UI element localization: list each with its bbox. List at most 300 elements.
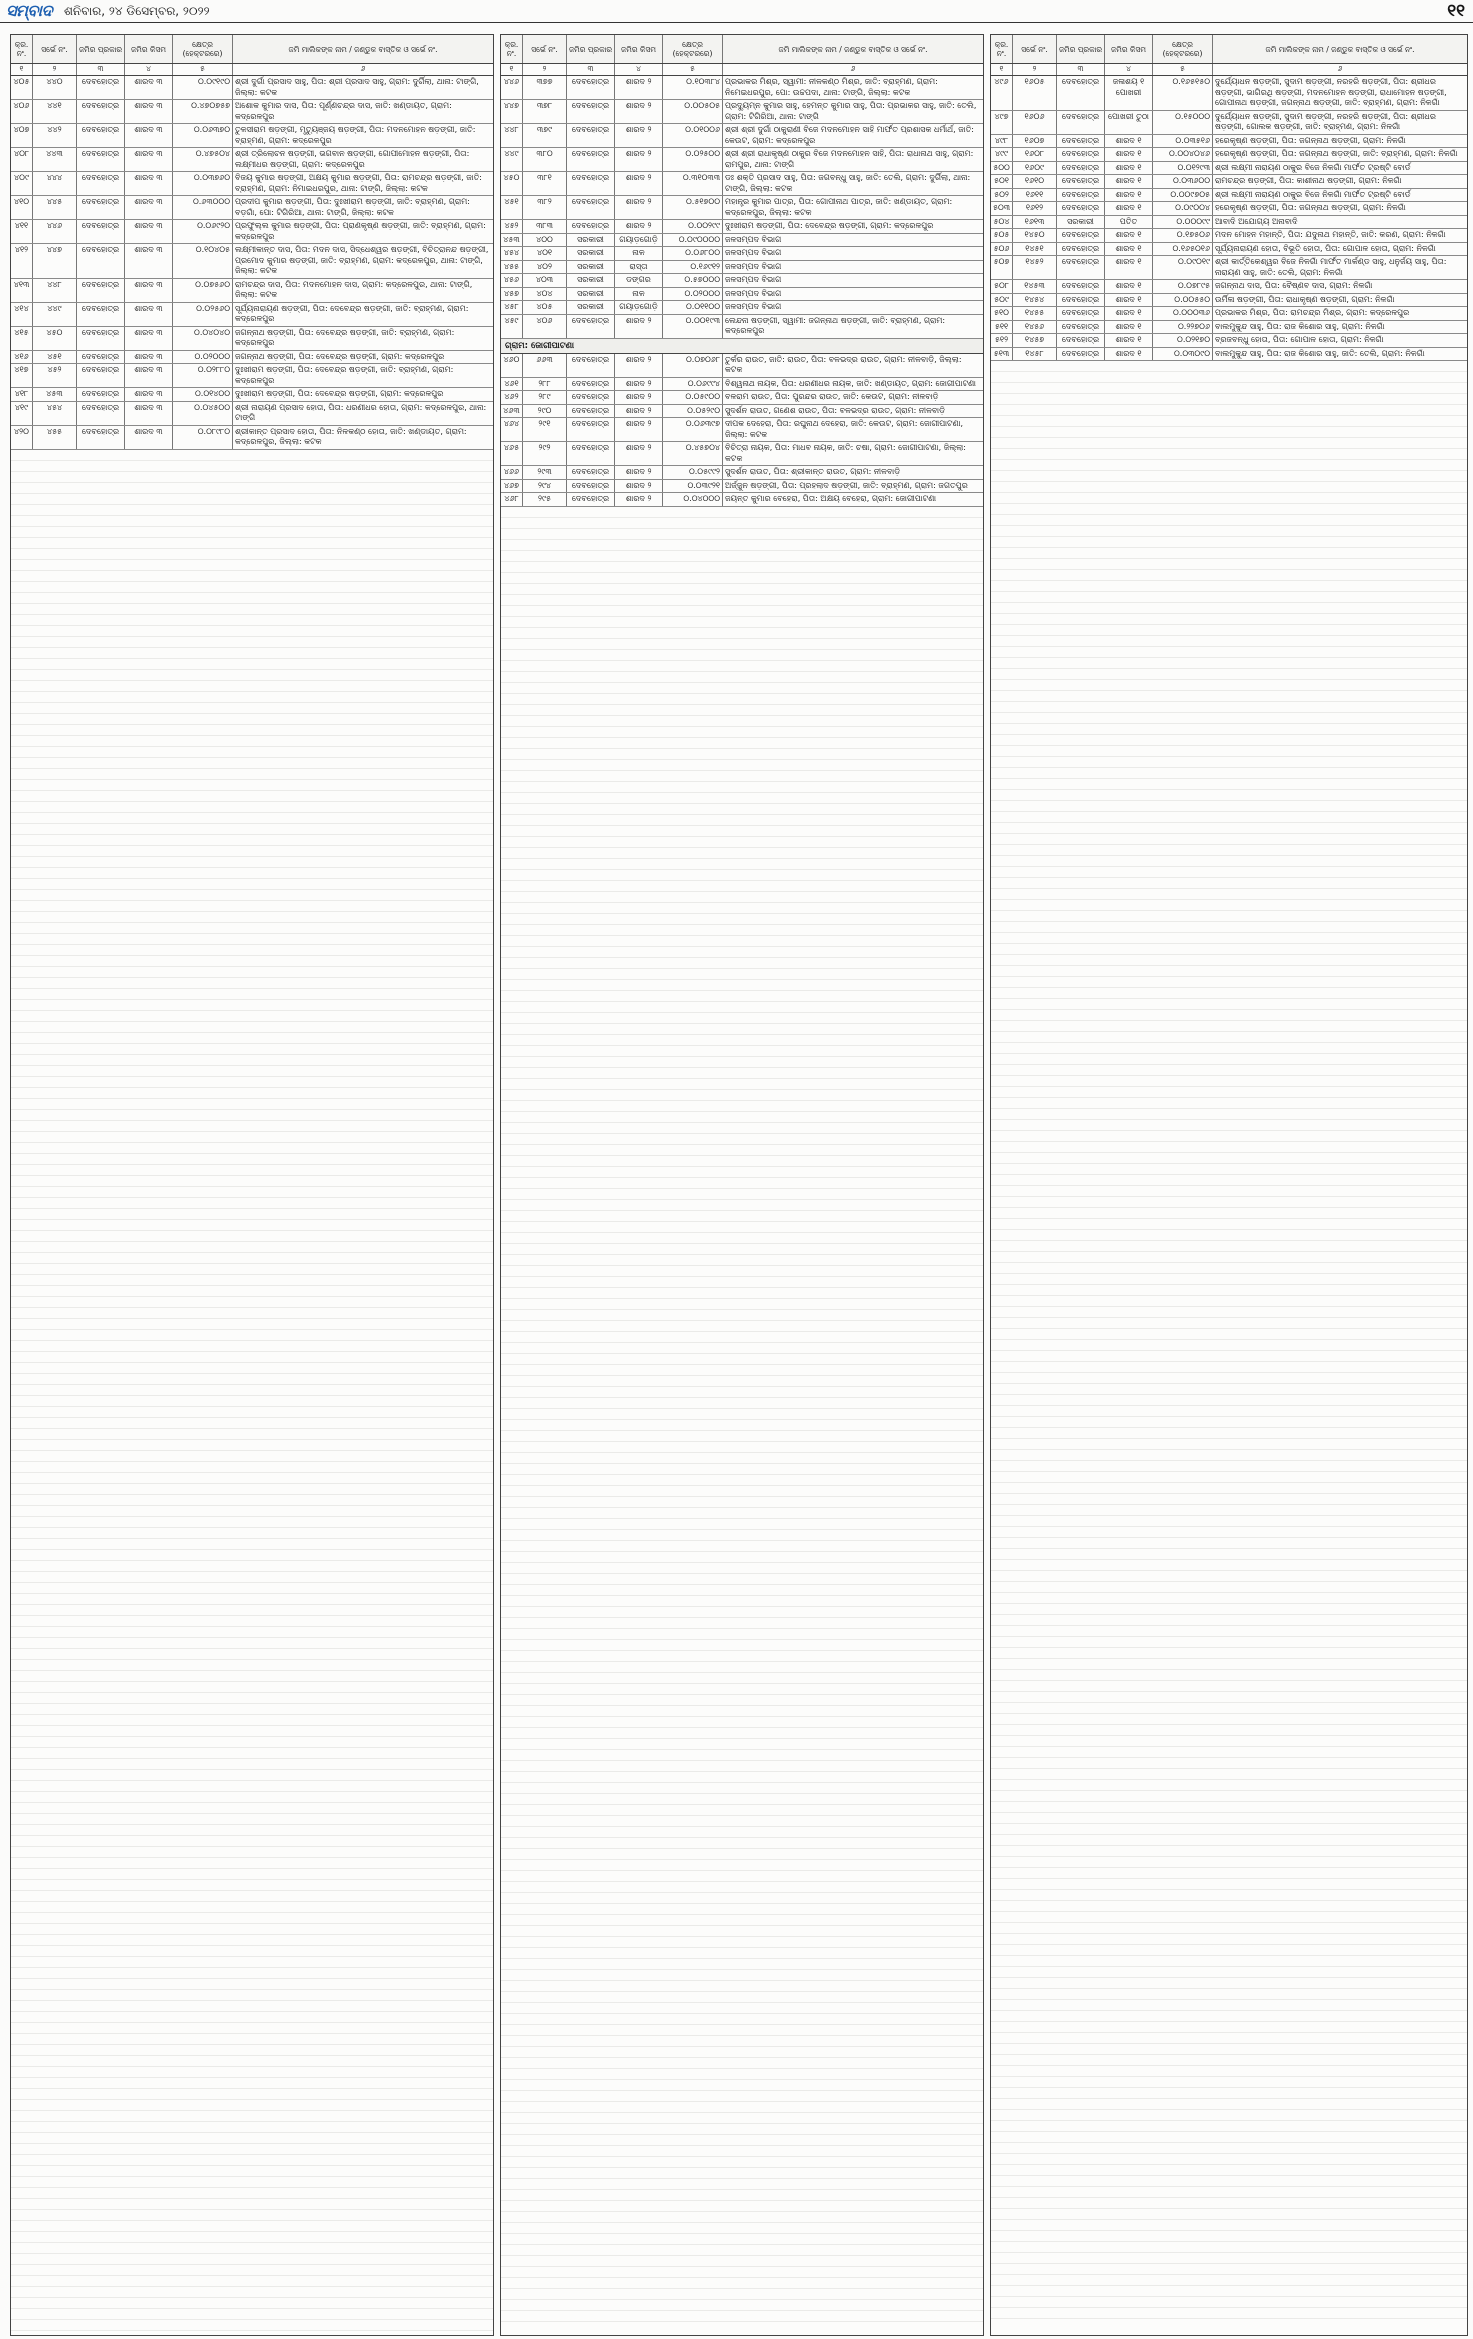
table-row <box>991 307 1467 321</box>
area-cell: ୦.୫୭୦୦୦ <box>663 274 723 287</box>
serial-cell: ୪୧୯ <box>11 402 33 425</box>
serial-cell: ୪୬୭ <box>501 480 523 493</box>
serial-cell: ୪୧୫ <box>11 327 33 350</box>
land-kism-cell: ଶାରଦ ୩ <box>125 172 173 195</box>
land-kism-cell: ଶାରଦ ୧ <box>1105 256 1153 279</box>
land-kism-cell: ରାସ୍ତା <box>615 261 663 274</box>
table-row <box>11 244 493 279</box>
owner-cell: ଦୀପକ ଦେହେରା, ପିତା: ରଘୁନାଥ ଦେହେରା, ଜାତି: କେଉଟ, ଗ୍ରାମ: ଜୋଗୀପାଟଣା, ଜିଲ୍ଲା: କଟକ <box>725 419 963 439</box>
land-type-cell: ଦେବହୋତ୍ର <box>567 378 615 391</box>
land-kism-cell: ଶାରଦ ୩ <box>125 426 173 449</box>
table-row <box>991 175 1467 189</box>
table-row <box>991 294 1467 308</box>
table-row <box>501 493 983 507</box>
table-row <box>501 261 983 275</box>
land-type-cell: ସରକାରୀ <box>567 261 615 274</box>
land-type-cell: ଦେବହୋତ୍ର <box>567 172 615 195</box>
header-land-type: ଜମିର ପ୍ରକାର <box>77 35 125 63</box>
serial-cell: ୫୧୧ <box>991 321 1013 334</box>
land-kism-cell: ଶାରଦ ୧ <box>1105 135 1153 148</box>
area-cell: ୦.୦୧୧୦୦ <box>663 301 723 314</box>
owner-cell: ଜୟନ୍ତ କୁମାର ବେହେରା, ପିତା: ଅକ୍ଷୟ ବେହେରା, ଗ୍ରାମ: ଜୋଗୀପାଟଣା <box>725 494 937 503</box>
serial-cell: ୫୦୫ <box>991 229 1013 242</box>
serial-cell: ୪୬୩ <box>501 405 523 418</box>
column-number: ୨ <box>33 64 77 75</box>
serial-cell: ୪୦୮ <box>11 148 33 171</box>
survey-cell: ୨୯୪ <box>523 480 567 493</box>
remaining-rows <box>501 507 983 2327</box>
land-type-cell: ଦେବହୋତ୍ର <box>1057 162 1105 175</box>
column-number: ୪ <box>125 64 173 75</box>
survey-cell: ୪୪୮ <box>33 279 77 302</box>
header-serial: କ୍ର. ନଂ. <box>11 35 33 63</box>
land-type-cell: ଦେବହୋତ୍ର <box>1057 334 1105 347</box>
owner-cell: ଦୁର୍ଯ୍ୟୋଧନ ଷଡ଼ଙ୍ଗୀ, ସୁଦାମ ଷଡ଼ଙ୍ଗୀ, ନରହରି ଷଡ଼ଙ୍ଗୀ, ପିତା: ଶ୍ରୀଧର ଷଡ଼ଙ୍ଗୀ, ଗୋଲକ ଷଡ଼ଙ୍ଗୀ, ଜାତି: ବ୍ରାହ୍ମଣ, ଗ୍ରାମ: ନିଳଗାଁ <box>1215 111 1436 131</box>
area-cell: ୦.୦୦୦୩୬ <box>1153 307 1213 320</box>
table-column-1 <box>10 34 494 2336</box>
land-type-cell: ଦେବହୋତ୍ର <box>77 172 125 195</box>
owner-cell: ବଳରାମ ରାଉତ, ପିତା: ପୁରନ୍ଦର ରାଉତ, ଜାତି: କେଉଟ, ଗ୍ରାମ: ନୀଳବାଡ଼ି <box>725 392 939 401</box>
owner-cell: ଶ୍ରୀ ଶ୍ରୀ ଦୁର୍ଗା ଠାକୁରାଣୀ ବିଜେ ମଦନମୋହନ ସାହି ମାର୍ଫତ ପ୍ରଶାସକ ଧର୍ମାର୍ଥ, ଜାତି: କେଉଟ, ଗ୍ରାମ: କଦ୍ରେଳପୁର <box>725 125 974 145</box>
land-type-cell: ଦେବହୋତ୍ର <box>567 418 615 441</box>
table-row <box>11 196 493 220</box>
area-cell: ୦.୦୬୩୭୦ <box>173 124 233 147</box>
header-owner: ଜମି ମାଲିକଙ୍କ ନାମ / ଜଣ୍ଡୁକ ବାସ୍ତିକ ଓ ସର୍ଭେ ନଂ. <box>778 44 928 54</box>
land-kism-cell: ଶାରଦ ୧ <box>1105 202 1153 215</box>
table-row <box>501 247 983 261</box>
land-kism-cell: ଗୟାଡ଼ଗୋଡ଼ି <box>615 234 663 247</box>
land-type-cell: ସରକାରୀ <box>567 247 615 260</box>
land-kism-cell: ଶାରଦ ୨ <box>615 100 663 123</box>
area-cell: ୦.୦୩୯୨୧ <box>663 480 723 493</box>
survey-cell: ୩୮୦ <box>523 148 567 171</box>
serial-cell: ୪୫୦ <box>501 172 523 195</box>
land-type-cell: ଦେବହୋତ୍ର <box>1057 307 1105 320</box>
column-number: ୨ <box>523 64 567 75</box>
survey-cell: ୪୫୪ <box>33 402 77 425</box>
survey-cell: ୧୪୫୩ <box>1013 280 1057 293</box>
table-row <box>991 162 1467 176</box>
table-row <box>501 391 983 405</box>
owner-cell: ଶ୍ରୀ ନାରାୟଣ ପ୍ରସାଦ ହୋତା, ପିତା: ଧରଣୀଧର ହୋତା, ଗ୍ରାମ: କଦ୍ରେଳପୁର, ଥାନା: ଟାଙ୍ଗି <box>235 402 487 422</box>
serial-cell: ୪୬୪ <box>501 418 523 441</box>
land-kism-cell: ଶାରଦ ୨ <box>615 124 663 147</box>
land-kism-cell: ଶାରଦ ୨ <box>615 172 663 195</box>
table-row <box>501 172 983 196</box>
land-type-cell: ଦେବହୋତ୍ର <box>77 148 125 171</box>
table-row <box>991 111 1467 135</box>
land-kism-cell: ଶାରଦ ୩ <box>125 388 173 401</box>
survey-cell: ୪୪୭ <box>33 244 77 278</box>
area-cell: ୦.୦୬୮୦୦ <box>663 247 723 260</box>
area-cell: ୦.୦୫୯୦୦ <box>663 391 723 404</box>
owner-cell: ରାମଚନ୍ଦ୍ର ଦାସ, ପିତା: ମଦନମୋହନ ଦାସ, ଗ୍ରାମ: କଦ୍ରେଳପୁର, ଥାନା: ଟାଙ୍ଗି, ଜିଲ୍ଲା: କଟକ <box>235 279 473 299</box>
area-cell: ୦.୦୧୦୦୬ <box>663 124 723 147</box>
owner-cell: ପ୍ରଦ୍ୟୁମ୍ନ କୁମାର ସାହୁ, ହେମନ୍ତ କୁମାର ସାହୁ, ପିତା: ପ୍ରଭାକର ସାହୁ, ଜାତି: ତେଲି, ଗ୍ରାମ: ଟିଗିରିଆ, ଥାନା: ଟାଙ୍ଗି <box>725 101 977 121</box>
land-type-cell: ଦେବହୋତ୍ର <box>567 76 615 99</box>
survey-cell: ୨୯୫ <box>523 493 567 506</box>
survey-cell: ୧୬୧୨ <box>1013 202 1057 215</box>
land-type-cell: ଦେବହୋତ୍ର <box>77 402 125 425</box>
owner-cell: ହରେକୃଷ୍ଣ ଷଡ଼ଙ୍ଗୀ, ପିତା: ଜଗନ୍ନାଥ ଷଡ଼ଙ୍ଗୀ, ଗ୍ରାମ: ନିଳଗାଁ <box>1215 135 1406 145</box>
owner-cell: ଶ୍ରୀକାନ୍ତ ପ୍ରସାଦ ହୋତା, ପିତା: ନିଳକଣ୍ଠ ହୋତା, ଜାତି: ଖଣ୍ଡାୟତ, ଗ୍ରାମ: କଦ୍ରେଳପୁର, ଜିଲ୍ଲା: କଟକ <box>235 426 467 446</box>
survey-cell: ୩୮୨ <box>523 196 567 219</box>
land-kism-cell: ଶାରଦ ୩ <box>125 196 173 219</box>
serial-cell: ୪୧୨ <box>11 244 33 278</box>
survey-cell: ୨୯୧ <box>523 418 567 441</box>
land-type-cell: ଦେବହୋତ୍ର <box>567 480 615 493</box>
header-survey: ସର୍ଭେ ନଂ. <box>1013 35 1057 63</box>
owner-cell: ବାଲମୁକୁନ୍ଦ ସାହୁ, ପିତା: ରାଜ କିଶୋର ସାହୁ, ଜାତି: ତେଲି, ଗ୍ରାମ: ନିଳଗାଁ <box>1215 348 1425 358</box>
land-type-cell: ଦେବହୋତ୍ର <box>77 220 125 243</box>
owner-cell: ଆବାଦି ଅଯୋଗ୍ୟ ଅନାବାଦି <box>1215 216 1298 226</box>
table-row <box>11 388 493 402</box>
table-row <box>991 256 1467 280</box>
table-row <box>501 378 983 392</box>
column-number-row <box>991 64 1467 76</box>
land-kism-cell: ଶାରଦ ୧ <box>1105 243 1153 256</box>
header-area: କ୍ଷେତ୍ର (ହେକ୍ଟରରେ) <box>1153 35 1213 63</box>
land-kism-cell: ଶାରଦ ୨ <box>615 480 663 493</box>
owner-cell: ସୂର୍ଯ୍ୟନାରାୟଣ ଷଡ଼ଙ୍ଗୀ, ପିତା: ଦେବେନ୍ଦ୍ର ଷଡ଼ଙ୍ଗୀ, ଜାତି: ବ୍ରାହ୍ମଣ, ଗ୍ରାମ: କଦ୍ରେଳପୁର <box>235 303 469 323</box>
land-kism-cell: ଶାରଦ ୨ <box>615 220 663 233</box>
header-owner: ଜମି ମାଲିକଙ୍କ ନାମ / ଜଣ୍ଡୁକ ବାସ୍ତିକ ଓ ସର୍ଭେ ନଂ. <box>1265 44 1415 54</box>
owner-cell: ଜଗନ୍ନାଥ ଦାସ, ପିତା: ବୈଷ୍ଣବ ଦାସ, ଗ୍ରାମ: ନିଳଗାଁ <box>1215 281 1373 290</box>
table-header <box>501 35 983 64</box>
land-type-cell: ଦେବହୋତ୍ର <box>1057 256 1105 279</box>
land-type-cell: ଦେବହୋତ୍ର <box>567 442 615 465</box>
survey-cell: ୧୬୦୯ <box>1013 162 1057 175</box>
remaining-rows <box>11 450 493 2332</box>
header-land-kism: ଜମିର କିସମ <box>125 35 173 63</box>
owner-cell: ଦୁଃଖୀରାମ ଷଡ଼ଙ୍ଗୀ, ପିତା: ଦେବେନ୍ଦ୍ର ଷଡ଼ଙ୍ଗୀ, ଗ୍ରାମ: କଦ୍ରେଳପୁର <box>235 389 444 398</box>
land-type-cell: ଦେବହୋତ୍ର <box>1057 148 1105 161</box>
owner-cell: ଜଳସମ୍ପଦ ବିଭାଗ <box>725 302 782 311</box>
serial-cell: ୪୫୪ <box>501 247 523 260</box>
area-cell: ୦.୦୪୦୦୦ <box>663 493 723 506</box>
area-cell: ୦.୦୫୯୯୨ <box>663 466 723 479</box>
owner-cell: ପ୍ରଦୀପ କୁମାର ଷଡ଼ଙ୍ଗୀ, ପିତା: ଦୁଃଖୀରାମ ଷଡ଼ଙ୍ଗୀ, ଜାତି: ବ୍ରାହ୍ମଣ, ଗ୍ରାମ: ବଡ଼ଗାଁ, ପୋ: ଟିଗିରିଆ, ଥାନା: ଟାଙ୍ଗି, ଜିଲ୍ଲା: କଟକ <box>235 197 470 217</box>
land-type-cell: ସରକାରୀ <box>567 274 615 287</box>
survey-cell: ୪୦୩ <box>523 274 567 287</box>
serial-cell: ୫୦୬ <box>991 243 1013 256</box>
land-kism-cell: ନାଳ <box>615 288 663 301</box>
area-cell: ୦.୪୭୫୦୪ <box>173 148 233 171</box>
serial-cell: ୪୫୮ <box>501 301 523 314</box>
survey-cell: ୪୪୨ <box>33 124 77 147</box>
land-type-cell: ଦେବହୋତ୍ର <box>1057 229 1105 242</box>
land-type-cell: ଦେବହୋତ୍ର <box>77 327 125 350</box>
serial-cell: ୪୫୫ <box>501 261 523 274</box>
owner-cell: ସୂର୍ଯ୍ୟନାରାୟଣ ହୋତା, ବିଭୂତି ହୋତା, ପିତା: ଗୋପାଳ ହୋତା, ଗ୍ରାମ: ନିଳଗାଁ <box>1215 243 1436 253</box>
column-number: ୫ <box>663 64 723 75</box>
column-number: ୫ <box>173 64 233 75</box>
land-kism-cell: ଶାରଦ ୨ <box>615 354 663 377</box>
owner-cell: ବିଚିତ୍ରା ନାୟକ, ପିତା: ମାଧବ ନାୟକ, ଜାତି: ଚଷା, ଗ୍ରାମ: ଜୋଗୀପାଟଣା, ଜିଲ୍ଲା: କଟକ <box>725 443 966 463</box>
table-row <box>501 234 983 248</box>
column-number-row <box>11 64 493 76</box>
area-cell: ୦.୦୦୦୯୯ <box>1153 216 1213 229</box>
serial-cell: ୪୯୬ <box>991 76 1013 110</box>
land-kism-cell: ଶାରଦ ୩ <box>125 244 173 278</box>
serial-cell: ୫୦୧ <box>991 175 1013 188</box>
land-type-cell: ଦେବହୋତ୍ର <box>567 148 615 171</box>
table-column-2 <box>500 34 984 2336</box>
survey-cell: ୪୪୯ <box>33 303 77 326</box>
serial-cell: ୪୪୮ <box>501 124 523 147</box>
serial-cell: ୪୬୮ <box>501 493 523 506</box>
owner-cell: ଅଶୋକ କୁମାର ଦାସ, ପିତା: ପୂର୍ଣ୍ଣଚନ୍ଦ୍ର ଦାସ, ଜାତି: ଖଣ୍ଡାୟତ, ଗ୍ରାମ: କଦ୍ରେଳପୁର <box>235 101 452 121</box>
table-row <box>11 124 493 148</box>
area-cell: ୦.୫୧୭୦୦ <box>663 196 723 219</box>
table-row <box>11 402 493 426</box>
land-kism-cell: ପତିତ <box>1105 216 1153 229</box>
area-cell: ୦.୦୨୦୦୦ <box>173 351 233 364</box>
table-row <box>501 196 983 220</box>
header-serial: କ୍ର. ନଂ. <box>501 35 523 63</box>
column-number: ୩ <box>1057 64 1105 75</box>
owner-cell: ପ୍ରଭାକର ମିଶ୍ର, ପିତା: ରାମଚନ୍ଦ୍ର ମିଶ୍ର, ଗ୍ରାମ: କଦ୍ରେଳପୁର <box>1215 308 1410 317</box>
header-serial: କ୍ର. ନଂ. <box>991 35 1013 63</box>
owner-cell: ଶ୍ରୀ ଲକ୍ଷ୍ମୀ ନାରାୟଣ ଠାକୁର ବିଜେ ନିଳଗାଁ ମାର୍ଫତ ଟ୍ରଷ୍ଟି ବୋର୍ଡ <box>1215 162 1411 172</box>
table-row <box>991 189 1467 203</box>
serial-cell: ୪୦୭ <box>11 124 33 147</box>
owner-cell: ଜଳସମ୍ପଦ ବିଭାଗ <box>725 261 782 271</box>
table-row <box>11 220 493 244</box>
survey-cell: ୨୮୯ <box>523 391 567 404</box>
survey-cell: ୪୫୨ <box>33 364 77 387</box>
survey-cell: ୧୬୧୧ <box>1013 189 1057 202</box>
owner-cell: ଶ୍ରୀ ତ୍ରିଲୋଚନ ଷଡ଼ଙ୍ଗୀ, ଭଗବାନ ଷଡ଼ଙ୍ଗୀ, ଗୋପୀମୋହନ ଷଡ଼ଙ୍ଗୀ, ପିତା: ଲକ୍ଷ୍ମୀଧର ଷଡ଼ଙ୍ଗୀ, ଗ୍ରାମ: କଦ୍ରେଳପୁର <box>235 149 470 169</box>
owner-cell: ଜଗନ୍ନାଥ ଷଡ଼ଙ୍ଗୀ, ପିତା: ଦେବେନ୍ଦ୍ର ଷଡ଼ଙ୍ଗୀ, ଗ୍ରାମ: କଦ୍ରେଳପୁର <box>235 351 445 361</box>
owner-cell: ପ୍ରଭାକର ମିଶ୍ର, ସ୍ୱାମୀ: ନୀଳକଣ୍ଠ ମିଶ୍ର, ଜାତି: ବ୍ରାହ୍ମଣ, ଗ୍ରାମ: ନିମେଇଧରପୁର, ପୋ: ଉଚ୍ଚପଦା, ଥାନା: ଟାଙ୍ଗି, ଜିଲ୍ଲା: କଟକ <box>725 77 938 97</box>
owner-cell: ଜଗନ୍ନାଥ ଷଡ଼ଙ୍ଗୀ, ପିତା: ଦେବେନ୍ଦ୍ର ଷଡ଼ଙ୍ଗୀ, ଜାତି: ବ୍ରାହ୍ମଣ, ଗ୍ରାମ: କଦ୍ରେଳପୁର <box>235 327 455 347</box>
land-type-cell: ଦେବହୋତ୍ର <box>77 76 125 99</box>
land-kism-cell: ଶାରଦ ୨ <box>615 148 663 171</box>
table-row <box>501 315 983 339</box>
owner-cell: ଜଳସମ୍ପଦ ବିଭାଗ <box>725 275 782 284</box>
land-kism-cell: ପୋଖରୀ ତୁଠା <box>1105 111 1153 134</box>
land-type-cell: ଦେବହୋତ୍ର <box>77 279 125 302</box>
serial-cell: ୪୬୫ <box>501 442 523 465</box>
land-kism-cell: ଶାରଦ ୨ <box>615 315 663 338</box>
area-cell: ୦.୧୭୫୦୬ <box>1153 229 1213 242</box>
survey-cell: ୩୮୧ <box>523 172 567 195</box>
area-cell: ୦.୨୨୭୦୬ <box>1153 321 1213 334</box>
survey-cell: ୬୬୩ <box>523 354 567 377</box>
table-row <box>11 76 493 100</box>
land-kism-cell: ଶାରଦ ୩ <box>125 76 173 99</box>
area-cell: ୦.୦୭୦୬୮ <box>663 354 723 377</box>
serial-cell: ୪୧୮ <box>11 388 33 401</box>
table-row <box>11 303 493 327</box>
table-row <box>11 351 493 365</box>
serial-cell: ୫୦୨ <box>991 189 1013 202</box>
table-row <box>501 100 983 124</box>
land-kism-cell: ଶାରଦ ୩ <box>125 100 173 123</box>
table-row <box>991 243 1467 257</box>
table-row <box>501 274 983 288</box>
owner-cell: ଦୁଃଖୀରାମ ଷଡ଼ଙ୍ଗୀ, ପିତା: ଦେବେନ୍ଦ୍ର ଷଡ଼ଙ୍ଗୀ, ଗ୍ରାମ: କଦ୍ରେଳପୁର <box>725 221 934 230</box>
survey-cell: ୧୬୦୬ <box>1013 111 1057 134</box>
serial-cell: ୫୦୮ <box>991 280 1013 293</box>
area-cell: ୦.୦୫୨୯୦ <box>663 405 723 418</box>
serial-cell: ୫୦୩ <box>991 202 1013 215</box>
land-type-cell: ଦେବହୋତ୍ର <box>567 100 615 123</box>
land-type-cell: ଦେବହୋତ୍ର <box>1057 175 1105 188</box>
dateline: ଶନିବାର, ୨୪ ଡିସେମ୍ବର, ୨୦୨୨ <box>64 4 210 18</box>
area-cell: ୦.୦୯୧୯୦ <box>173 76 233 99</box>
serial-cell: ୫୧୨ <box>991 334 1013 347</box>
area-cell: ୦.୦୦୯୭୦୫ <box>1153 189 1213 202</box>
table-row <box>991 148 1467 162</box>
survey-cell: ୪୪୩ <box>33 148 77 171</box>
header-land-type: ଜମିର ପ୍ରକାର <box>567 35 615 63</box>
owner-cell: ପ୍ରଫୁଲ୍ଲ କୁମାର ଷଡ଼ଙ୍ଗୀ, ପିତା: ପ୍ରାଣକୃଷ୍ଣ ଷଡ଼ଙ୍ଗୀ, ଜାତି: ବ୍ରାହ୍ମଣ, ଗ୍ରାମ: କଦ୍ରେଳପୁର <box>235 221 486 241</box>
land-kism-cell: ଶାରଦ ୧ <box>1105 162 1153 175</box>
serial-cell: ୫୧୦ <box>991 307 1013 320</box>
land-kism-cell: ଶାରଦ ୨ <box>615 391 663 404</box>
survey-cell: ୧୬୧୩ <box>1013 216 1057 229</box>
survey-cell: ୨୯୦ <box>523 405 567 418</box>
land-type-cell: ଦେବହୋତ୍ର <box>77 124 125 147</box>
land-type-cell: ଦେବହୋତ୍ର <box>1057 76 1105 110</box>
column-number: ୧ <box>501 64 523 75</box>
table-row <box>11 279 493 303</box>
area-cell: ୦.୬୩୦୦୦ <box>173 196 233 219</box>
land-type-cell: ଦେବହୋତ୍ର <box>567 466 615 479</box>
column-number: ୬ <box>1337 64 1343 73</box>
owner-cell: ମହାନ୍ତ୍ର କୁମାର ପାତ୍ର, ପିତା: ଗୋପୀନାଥ ପାତ୍ର, ଜାତି: ଖଣ୍ଡାୟତ, ଗ୍ରାମ: କଦ୍ରେଳପୁର, ଜିଲ୍ଲା: କଟକ <box>725 197 953 217</box>
table-column-3 <box>990 34 1468 2336</box>
column-number: ୪ <box>615 64 663 75</box>
survey-cell: ୩୭୮ <box>523 100 567 123</box>
owner-cell: ବିଶ୍ୱନାଥ ନାୟକ, ପିତା: ଧରଣୀଧର ନାୟକ, ଜାତି: ଖଣ୍ଡାୟତ, ଗ୍ରାମ: ଜୋଗୀପାଟଣା <box>725 378 977 388</box>
area-cell: ୦.୩୧୦୩୩ <box>663 172 723 195</box>
land-kism-cell: ଶାରଦ ୨ <box>615 196 663 219</box>
survey-cell: ୪୪୪ <box>33 172 77 195</box>
survey-cell: ୧୪୫୬ <box>1013 321 1057 334</box>
land-type-cell: ଦେବହୋତ୍ର <box>77 388 125 401</box>
land-kism-cell: ଶାରଦ ୨ <box>615 466 663 479</box>
table-row <box>11 100 493 124</box>
land-type-cell: ଦେବହୋତ୍ର <box>77 100 125 123</box>
area-cell: ୦.୦୭୮୯୫ <box>1153 280 1213 293</box>
table-row <box>501 418 983 442</box>
area-cell: ୦.୦୯୦୦୦୦ <box>663 234 723 247</box>
area-cell: ୦.୦୧୨୯୩ <box>1153 162 1213 175</box>
column-number: ୩ <box>77 64 125 75</box>
owner-cell: ଶ୍ରୀ ଦୁର୍ଗା ପ୍ରସାଦ ସାହୁ, ପିତା: ଶ୍ରୀ ପ୍ରସାଦ ସାହୁ, ଗ୍ରାମ: ଦୁର୍ଗିଲା, ଥାନା: ଟାଙ୍ଗି, ଜିଲ୍ଲା: କଟକ <box>235 77 479 97</box>
owner-cell: ତୁର୍କର ରାଉତ, ଜାତି: ରାଉତ, ପିତା: ବଳଭଦ୍ର ରାଉତ, ଗ୍ରାମ: ନୀଳବାଡ଼ି, ଜିଲ୍ଲା: କଟକ <box>725 354 962 374</box>
land-kism-cell: ଶାରଦ ୧ <box>1105 348 1153 361</box>
survey-cell: ୨୯୨ <box>523 442 567 465</box>
survey-cell: ୪୦୫ <box>523 301 567 314</box>
table-header <box>991 35 1467 64</box>
land-type-cell: ଦେବହୋତ୍ର <box>567 220 615 233</box>
land-type-cell: ଦେବହୋତ୍ର <box>567 354 615 377</box>
area-cell: ୦.୦୬୯୨୦ <box>173 220 233 243</box>
land-kism-cell: ଶାରଦ ୧ <box>1105 294 1153 307</box>
land-type-cell: ଦେବହୋତ୍ର <box>1057 280 1105 293</box>
area-cell: ୦.୦୩୫୧୬ <box>1153 135 1213 148</box>
land-kism-cell: ଶାରଦ ୧ <box>1105 280 1153 293</box>
serial-cell: ୪୯୮ <box>991 135 1013 148</box>
serial-cell: ୫୦୦ <box>991 162 1013 175</box>
survey-cell: ୪୪୦ <box>33 76 77 99</box>
owner-cell: ଜଳସମ୍ପଦ ବିଭାଗ <box>725 248 782 257</box>
area-cell: ୦.୪୫୭୦୪ <box>663 442 723 465</box>
area-cell: ୦.୦୯୦୧୯ <box>1153 256 1213 279</box>
serial-cell: ୪୪୯ <box>501 148 523 171</box>
land-type-cell: ଦେବହୋତ୍ର <box>567 196 615 219</box>
survey-cell: ୧୪୫୦ <box>1013 229 1057 242</box>
serial-cell: ୪୧୧ <box>11 220 33 243</box>
land-type-cell: ଦେବହୋତ୍ର <box>1057 135 1105 148</box>
land-kism-cell: ଶାରଦ ୨ <box>615 76 663 99</box>
land-kism-cell: ଶାରଦ ୧ <box>1105 334 1153 347</box>
survey-cell: ୩୭୯ <box>523 124 567 147</box>
survey-cell: ୧୪୫୨ <box>1013 256 1057 279</box>
survey-cell: ୧୬୦୮ <box>1013 148 1057 161</box>
table-row <box>11 172 493 196</box>
owner-cell: ଶ୍ରୀ ଲକ୍ଷ୍ମୀ ନାରାୟଣ ଠାକୁର ବିଜେ ନିଳଗାଁ ମାର୍ଫତ ଟ୍ରଷ୍ଟି ବୋର୍ଡ <box>1215 189 1411 199</box>
land-type-cell: ଦେବହୋତ୍ର <box>77 351 125 364</box>
area-cell: ୦.୧୦୩୮୪ <box>663 76 723 99</box>
newspaper-logo: ସମ୍ବାଦ <box>6 1 52 20</box>
area-cell: ୦.୦୨୫୦୦ <box>663 148 723 171</box>
owner-cell: ଦୁଃଖୀରାମ ଷଡ଼ଙ୍ଗୀ, ପିତା: ଦେବେନ୍ଦ୍ର ଷଡ଼ଙ୍ଗୀ, ଜାତି: ବ୍ରାହ୍ମଣ, ଗ୍ରାମ: କଦ୍ରେଳପୁର <box>235 365 454 385</box>
owner-cell: ରାମଚନ୍ଦ୍ର ଷଡ଼ଙ୍ଗୀ, ପିତା: କାଶୀନାଥ ଷଡ଼ଙ୍ଗୀ, ଗ୍ରାମ: ନିଳଗାଁ <box>1215 176 1402 185</box>
serial-cell: ୪୧୪ <box>11 303 33 326</box>
survey-cell: ୧୪୫୪ <box>1013 294 1057 307</box>
column-number: ୬ <box>850 64 856 73</box>
table-row <box>991 229 1467 243</box>
table-row <box>991 202 1467 216</box>
owner-cell: ଜଳସମ୍ପଦ ବିଭାଗ <box>725 234 782 244</box>
table-row <box>501 148 983 172</box>
land-type-cell: ସରକାରୀ <box>567 301 615 314</box>
area-cell: ୦.୦୦୫୫୦ <box>1153 294 1213 307</box>
land-kism-cell: ଶାରଦ ୩ <box>125 364 173 387</box>
serial-cell: ୪୬୬ <box>501 466 523 479</box>
owner-cell: ତୁଳସୀରାମ ଷଡ଼ଙ୍ଗୀ, ମୃତ୍ୟୁଞ୍ଜୟ ଷଡ଼ଙ୍ଗୀ, ପିତା: ମଦନମୋହନ ଷଡ଼ଙ୍ଗୀ, ଜାତି: ବ୍ରାହ୍ମଣ, ଗ୍ରାମ: କଦ୍ରେଳପୁର <box>235 125 476 145</box>
land-type-cell: ଦେବହୋତ୍ର <box>77 364 125 387</box>
owner-cell: ମଦନ ମୋହନ ମହାନ୍ତି, ପିତା: ଯଦୁନାଥ ମହାନ୍ତି, ଜାତି: କରଣ, ଗ୍ରାମ: ନିଳଗାଁ <box>1215 230 1446 239</box>
table-row <box>11 148 493 172</box>
land-type-cell: ଦେବହୋତ୍ର <box>1057 294 1105 307</box>
masthead <box>0 0 1473 23</box>
area-cell: ୦.୦୩୦୯୦ <box>1153 348 1213 361</box>
land-kism-cell: ଶାରଦ ୧ <box>1105 321 1153 334</box>
land-type-cell: ଦେବହୋତ୍ର <box>77 426 125 449</box>
serial-cell: ୪୬୦ <box>501 354 523 377</box>
column-number: ୫ <box>1153 64 1213 75</box>
land-type-cell: ଦେବହୋତ୍ର <box>567 405 615 418</box>
owner-cell: ସୁଦର୍ଶନ ରାଉତ, ଗଣେଶ ରାଉତ, ପିତା: ବଳଭଦ୍ର ରାଉତ, ଗ୍ରାମ: ନୀଳବାଡ଼ି <box>725 405 946 415</box>
survey-cell: ୧୬୧୦ <box>1013 175 1057 188</box>
table-row <box>501 76 983 100</box>
area-cell: ୦.୦୩୭୬୦ <box>173 172 233 195</box>
land-kism-cell: ଶାରଦ ୧ <box>1105 229 1153 242</box>
area-cell: ୦.୦୪୦୪୦ <box>173 327 233 350</box>
owner-cell: ହରେକୃଷ୍ଣ ଷଡ଼ଙ୍ଗୀ, ପିତା: ଜଗନ୍ନାଥ ଷଡ଼ଙ୍ଗୀ, ଜାତି: ବ୍ରାହ୍ମଣ, ଗ୍ରାମ: ନିଳଗାଁ <box>1215 149 1458 158</box>
serial-cell: ୪୪୭ <box>501 100 523 123</box>
survey-cell: ୪୦୬ <box>523 315 567 338</box>
land-type-cell: ଦେବହୋତ୍ର <box>1057 189 1105 202</box>
serial-cell: ୪୧୬ <box>11 351 33 364</box>
serial-cell: ୪୫୩ <box>501 234 523 247</box>
